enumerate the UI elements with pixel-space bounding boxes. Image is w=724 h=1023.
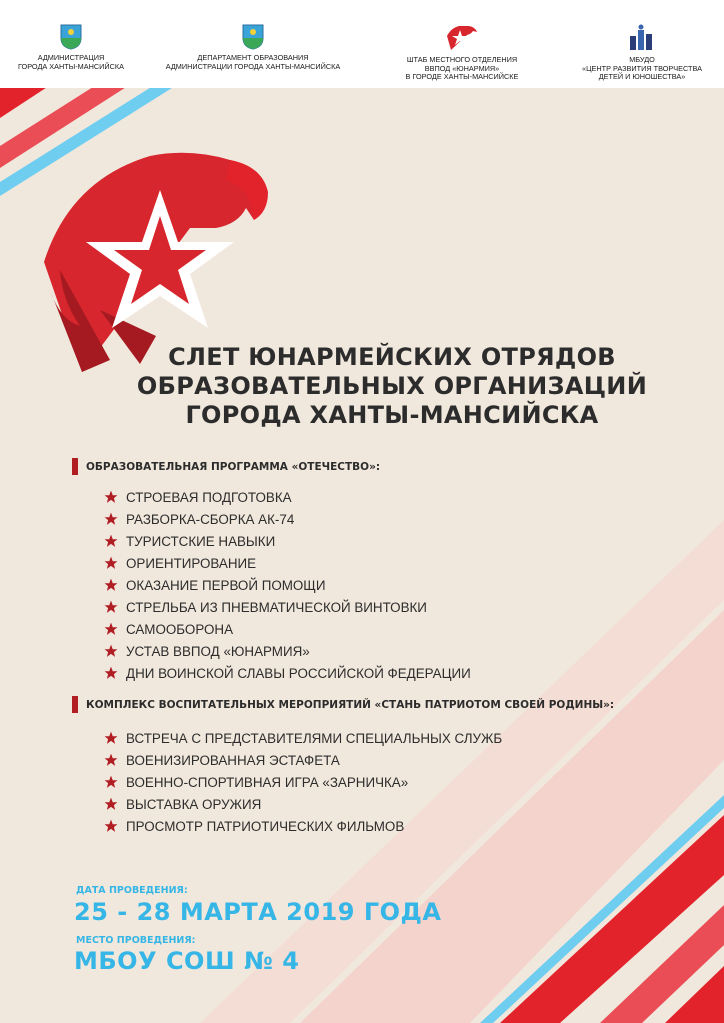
star-icon	[104, 512, 118, 526]
list-item-text: ВОЕНИЗИРОВАННАЯ ЭСТАФЕТА	[126, 752, 340, 768]
star-icon	[104, 666, 118, 680]
list-item-text: УСТАВ ВВПОД «ЮНАРМИЯ»	[126, 643, 310, 659]
star-icon	[104, 819, 118, 833]
list-item	[104, 530, 471, 552]
list-item	[104, 596, 471, 618]
center-logo-icon	[628, 24, 656, 52]
star-icon	[104, 775, 118, 789]
org-name: ШТАБ МЕСТНОГО ОТДЕЛЕНИЯ ВВПОД «ЮНАРМИЯ» В ГОРОДЕ ХАНТЫ-МАНСИЙСКЕ	[405, 55, 519, 82]
list-item-text: ВЫСТАВКА ОРУЖИЯ	[126, 796, 262, 812]
star-icon	[104, 578, 118, 592]
place-label: МЕСТО ПРОВЕДЕНИЯ:	[76, 935, 196, 946]
events-heading-text: КОМПЛЕКС ВОСПИТАТЕЛЬНЫХ МЕРОПРИЯТИЙ «СТАНЬ ПАТРИОТОМ СВОЕЙ РОДИНЫ»:	[86, 698, 615, 711]
list-item-text: ДНИ ВОИНСКОЙ СЛАВЫ РОССИЙСКОЙ ФЕДЕРАЦИИ	[126, 665, 471, 681]
list-item	[104, 508, 471, 530]
place-value: МБОУ СОШ № 4	[74, 947, 300, 975]
star-icon	[104, 490, 118, 504]
star-icon	[104, 534, 118, 548]
list-item	[104, 815, 502, 837]
org-creativity-center	[560, 24, 724, 82]
list-item-text: ТУРИСТСКИЕ НАВЫКИ	[126, 533, 276, 549]
list-item	[104, 552, 471, 574]
section-marker	[72, 458, 78, 475]
list-item-text: РАЗБОРКА-СБОРКА АК-74	[126, 511, 295, 527]
city-coat-of-arms-icon	[60, 24, 82, 50]
org-city-administration	[0, 24, 142, 71]
list-item	[104, 727, 502, 749]
list-item-text: ВСТРЕЧА С ПРЕДСТАВИТЕЛЯМИ СПЕЦИАЛЬНЫХ СЛУЖБ	[126, 730, 503, 746]
star-icon	[104, 731, 118, 745]
list-item-text: ОРИЕНТИРОВАНИЕ	[126, 555, 257, 571]
list-item-text: ВОЕННО-СПОРТИВНАЯ ИГРА «ЗАРНИЧКА»	[126, 774, 409, 790]
list-item	[104, 574, 471, 596]
list-item-text: СТРОЕВАЯ ПОДГОТОВКА	[126, 489, 292, 505]
program-heading	[72, 458, 380, 475]
org-education-department	[142, 24, 364, 71]
star-icon	[104, 644, 118, 658]
date-value: 25 - 28 МАРТА 2019 ГОДА	[74, 898, 442, 926]
star-icon	[104, 556, 118, 570]
list-item	[104, 749, 502, 771]
yunarmia-eagle-icon	[445, 24, 479, 52]
org-name: МБУДО «ЦЕНТР РАЗВИТИЯ ТВОРЧЕСТВА ДЕТЕЙ И ЮНОШЕСТВА»	[582, 55, 702, 82]
list-item	[104, 486, 471, 508]
list-item	[104, 618, 471, 640]
events-list	[104, 727, 502, 837]
header-organizations	[0, 0, 724, 88]
org-name: АДМИНИСТРАЦИЯ ГОРОДА ХАНТЫ-МАНСИЙСКА	[18, 53, 124, 71]
star-icon	[104, 797, 118, 811]
star-icon	[104, 622, 118, 636]
city-coat-of-arms-icon	[242, 24, 264, 50]
title-line: ГОРОДА ХАНТЫ-МАНСИЙСКА	[185, 401, 599, 429]
org-name: ДЕПАРТАМЕНТ ОБРАЗОВАНИЯ АДМИНИСТРАЦИИ ГОРОДА ХАНТЫ-МАНСИЙСКА	[165, 53, 341, 71]
date-label: ДАТА ПРОВЕДЕНИЯ:	[76, 885, 188, 896]
list-item-text: ОКАЗАНИЕ ПЕРВОЙ ПОМОЩИ	[126, 577, 326, 593]
list-item	[104, 640, 471, 662]
org-yunarmia-headquarters	[374, 24, 550, 82]
events-heading	[72, 696, 614, 713]
title-line: СЛЕТ ЮНАРМЕЙСКИХ ОТРЯДОВ	[168, 343, 616, 371]
list-item	[104, 793, 502, 815]
program-list	[104, 486, 471, 684]
list-item	[104, 771, 502, 793]
list-item-text: СТРЕЛЬБА ИЗ ПНЕВМАТИЧЕСКОЙ ВИНТОВКИ	[126, 599, 427, 615]
page-title	[120, 343, 664, 430]
list-item-text: САМООБОРОНА	[126, 621, 234, 637]
list-item-text: ПРОСМОТР ПАТРИОТИЧЕСКИХ ФИЛЬМОВ	[126, 818, 405, 834]
list-item	[104, 662, 471, 684]
yunarmia-eagle-emblem-icon	[40, 150, 270, 372]
section-marker	[72, 696, 78, 713]
star-icon	[104, 600, 118, 614]
title-line: ОБРАЗОВАТЕЛЬНЫХ ОРГАНИЗАЦИЙ	[136, 372, 648, 400]
program-heading-text: ОБРАЗОВАТЕЛЬНАЯ ПРОГРАММА «ОТЕЧЕСТВО»:	[86, 460, 381, 473]
star-icon	[104, 753, 118, 767]
